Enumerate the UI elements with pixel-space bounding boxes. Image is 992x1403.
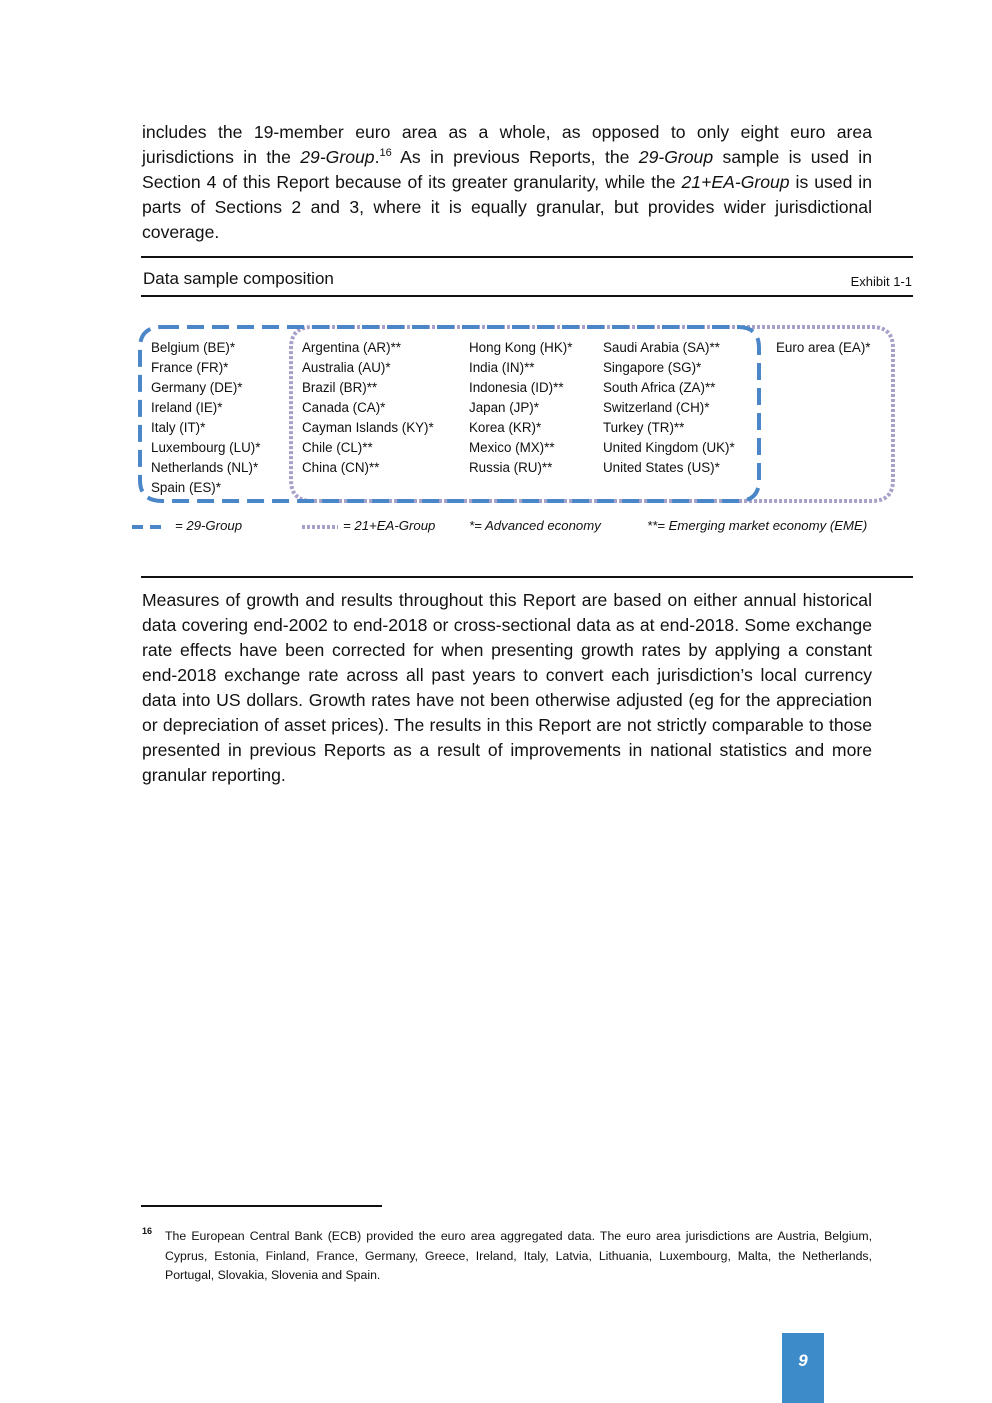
- country-entry: United States (US)*: [603, 460, 720, 475]
- country-entry: Hong Kong (HK)*: [469, 340, 573, 355]
- country-entry: China (CN)**: [302, 460, 380, 475]
- country-entry: Italy (IT)*: [151, 420, 206, 435]
- intro-text: sample is used in Section 4 of this Report because of its greater granularity, while the: [142, 147, 872, 192]
- exhibit-title: Data sample composition: [143, 269, 334, 288]
- footnote-mark: 16: [142, 1226, 153, 1236]
- group-boundaries: [0, 0, 992, 600]
- term-29-group: 29-Group: [300, 147, 375, 167]
- country-entry: India (IN)**: [469, 360, 535, 375]
- country-entry: Russia (RU)**: [469, 460, 553, 475]
- intro-text: As in previous Reports, the: [391, 147, 639, 167]
- column-euro-area: [776, 338, 871, 358]
- intro-text: .: [374, 147, 380, 167]
- country-entry: Luxembourg (LU)*: [151, 440, 261, 455]
- country-entry: Argentina (AR)**: [302, 340, 401, 355]
- country-entry: Canada (CA)*: [302, 400, 386, 415]
- footnote-reference[interactable]: 16: [379, 147, 392, 160]
- country-entry: Korea (KR)*: [469, 420, 542, 435]
- exhibit-number: Exhibit 1-1: [850, 274, 912, 289]
- country-entry: Netherlands (NL)*: [151, 460, 259, 475]
- country-entry: Ireland (IE)*: [151, 400, 223, 415]
- column-euro-area-members: [151, 338, 260, 498]
- country-entry: Belgium (BE)*: [151, 340, 236, 355]
- legend-advanced-economy: *= Advanced economy: [469, 518, 601, 533]
- country-entry: Indonesia (ID)**: [469, 380, 564, 395]
- term-29-group: 29-Group: [638, 147, 714, 167]
- column-group-c: [603, 338, 735, 478]
- exhibit-bottom-rule: [141, 576, 913, 578]
- country-entry: Chile (CL)**: [302, 440, 373, 455]
- country-entry: Germany (DE)*: [151, 380, 243, 395]
- country-entry: South Africa (ZA)**: [603, 380, 716, 395]
- legend-29-group: = 29-Group: [175, 518, 243, 533]
- country-entry: United Kingdom (UK)*: [603, 440, 735, 455]
- country-entry: Cayman Islands (KY)*: [302, 420, 434, 435]
- intro-text: is used in parts of Sections 2 and 3, where it is equally granular, but provides wider jurisdictional coverage.: [142, 172, 872, 242]
- country-entry: Brazil (BR)**: [302, 380, 378, 395]
- country-entry: Singapore (SG)*: [603, 360, 702, 375]
- country-entry: Euro area (EA)*: [776, 340, 871, 355]
- page-number-box: [782, 1333, 824, 1403]
- column-group-a: [302, 338, 434, 478]
- intro-text: includes the 19-member euro area as a whole, as opposed to only eight euro area jurisdictions in the: [142, 122, 872, 167]
- column-group-b: [469, 338, 572, 478]
- footnote-text: The European Central Bank (ECB) provided the euro area aggregated data. The euro area jurisdictions are Austria, Belgium, Cyprus, Estonia, Finland, France, Germany, Greece, Ireland, Italy, Latvia, Lithuania, Luxembourg, Malta, the Netherlands, Portugal, Slovakia, Slovenia and Spain.: [165, 1229, 872, 1282]
- page-number: 9: [798, 1351, 808, 1370]
- country-entry: Japan (JP)*: [469, 400, 539, 415]
- country-entry: Switzerland (CH)*: [603, 400, 710, 415]
- country-entry: Spain (ES)*: [151, 480, 221, 495]
- country-entry: Turkey (TR)**: [603, 420, 685, 435]
- country-entry: Australia (AU)*: [302, 360, 391, 375]
- country-entry: Saudi Arabia (SA)**: [603, 340, 720, 355]
- country-entry: France (FR)*: [151, 360, 229, 375]
- term-21-ea-group: 21+EA-Group: [681, 172, 790, 192]
- body-paragraph: Measures of growth and results throughout this Report are based on either annual historical data covering end-2002 to end-2018 or cross-sectional data as at end-2018. Some exchange rate effects have been corrected for when presenting growth rates by applying a constant end-2018 exchange rate across all past years to convert each jurisdiction’s local currency data into US dollars. Growth rates have not been otherwise adjusted (eg for the appreciation or depreciation of asset prices). The results in this Report are not strictly comparable to those presented in previous Reports as a result of improvements in national statistics and more granular reporting.: [142, 590, 872, 785]
- legend-21-ea-group: = 21+EA-Group: [343, 518, 436, 533]
- footnote-separator: [141, 1205, 382, 1207]
- legend-emerging-market: **= Emerging market economy (EME): [647, 518, 868, 533]
- country-entry: Mexico (MX)**: [469, 440, 555, 455]
